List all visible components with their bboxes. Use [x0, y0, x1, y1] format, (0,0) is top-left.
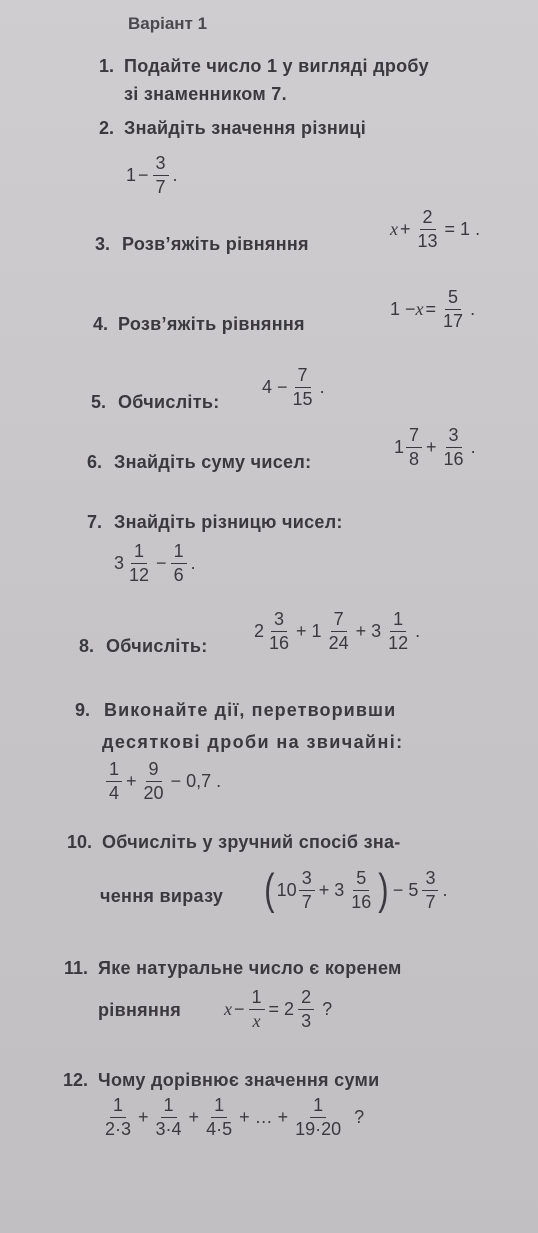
- problem-text: Подайте число 1 у вигляді дробу: [124, 56, 429, 76]
- numerator: 9: [146, 760, 162, 782]
- fraction: [249, 988, 265, 1031]
- fraction: [440, 288, 466, 331]
- fraction: [385, 610, 411, 653]
- close-paren: ): [378, 865, 389, 914]
- denominator: 24: [328, 632, 349, 653]
- math-operator: +: [126, 770, 137, 791]
- denominator: 20: [143, 782, 164, 803]
- math-expression: [262, 865, 449, 914]
- math-term: + 3: [355, 620, 382, 641]
- math-punct: ?: [322, 998, 333, 1019]
- math-expression: [254, 610, 422, 653]
- fraction: [266, 610, 292, 653]
- fraction: [126, 542, 152, 585]
- math-operator: −: [138, 164, 149, 185]
- denominator: 13: [417, 230, 438, 251]
- problem-number: 1.: [98, 56, 114, 76]
- math-punct: .: [470, 298, 476, 319]
- math-expression: [390, 288, 477, 331]
- math-term: − 5: [392, 879, 419, 900]
- problem-number: 9.: [74, 700, 90, 720]
- whole-part: 1: [394, 436, 405, 457]
- problem-number: 5.: [90, 392, 106, 412]
- denominator: 7: [425, 891, 436, 912]
- problem-text-cont: чення виразу: [100, 886, 224, 906]
- numerator: 7: [406, 426, 422, 448]
- denominator: 15: [292, 388, 313, 409]
- fraction: [153, 154, 169, 197]
- problem-text: Знайдіть суму чисел:: [114, 452, 312, 472]
- math-term: = 2: [268, 998, 295, 1019]
- math-term: + 1: [296, 620, 322, 641]
- numerator: 2: [420, 208, 436, 230]
- problem-number: 4.: [92, 314, 108, 334]
- fraction: [171, 542, 187, 585]
- problem-number: 6.: [86, 452, 102, 472]
- whole-part: 3: [114, 552, 125, 573]
- fraction: [292, 1096, 344, 1139]
- problem-text: Обчисліть у зручний спосіб зна-: [102, 832, 401, 852]
- numerator: 3: [422, 869, 438, 891]
- numerator: 1: [310, 1096, 326, 1118]
- math-operator: +: [138, 1106, 149, 1127]
- math-expression: [394, 426, 478, 469]
- problem-text: Обчисліть:: [106, 636, 208, 656]
- math-term: 1 −: [390, 298, 416, 319]
- numerator: 1: [106, 760, 122, 782]
- open-paren: (: [264, 865, 275, 914]
- fraction: [298, 988, 314, 1031]
- denominator: 3: [301, 1010, 312, 1031]
- math-operator: +: [426, 436, 437, 457]
- problem-number: 2.: [98, 118, 114, 138]
- denominator: 12: [388, 632, 409, 653]
- denominator: 4: [109, 782, 120, 803]
- fraction: [348, 869, 374, 912]
- variant-heading: Варіант 1: [128, 14, 208, 33]
- math-expression: [104, 760, 223, 803]
- problem-text: Чому дорівнює значення суми: [98, 1070, 380, 1090]
- math-operator: + … +: [239, 1106, 289, 1127]
- problem-number: 7.: [86, 512, 102, 532]
- problem-number: 3.: [94, 234, 110, 254]
- numerator: 3: [299, 869, 315, 891]
- fraction: [415, 208, 441, 251]
- denominator: 17: [443, 310, 464, 331]
- math-term: − 0,7 .: [170, 770, 222, 791]
- numerator: 1: [171, 542, 187, 564]
- fraction: [203, 1096, 235, 1139]
- numerator: 3: [153, 154, 169, 176]
- fraction: [326, 610, 352, 653]
- math-expression: [126, 154, 180, 197]
- numerator: 1: [161, 1096, 177, 1118]
- math-variable: x: [415, 298, 424, 319]
- problem-number: 8.: [78, 636, 94, 656]
- problem-text: Яке натуральне число є коренем: [98, 958, 402, 978]
- math-term: + 3: [318, 879, 345, 900]
- fraction: [141, 760, 167, 803]
- fraction: [102, 1096, 134, 1139]
- problem-text: Обчисліть:: [118, 392, 220, 412]
- problem-text: Розв’яжіть рівняння: [122, 234, 309, 254]
- math-operator: −: [156, 552, 167, 573]
- math-punct: .: [415, 620, 421, 641]
- math-expression: [100, 1096, 366, 1139]
- numerator: 1: [211, 1096, 227, 1118]
- math-punct: .: [470, 436, 476, 457]
- math-operator: +: [400, 218, 411, 239]
- fraction: [441, 426, 467, 469]
- math-punct: .: [190, 552, 196, 573]
- math-operator: −: [234, 998, 245, 1019]
- fraction: [290, 366, 316, 409]
- math-operator: +: [188, 1106, 200, 1127]
- denominator: 16: [351, 891, 372, 912]
- problem-text: Знайдіть значення різниці: [124, 118, 367, 138]
- numerator: 1: [390, 610, 406, 632]
- denominator: 2·3: [105, 1118, 132, 1139]
- denominator: 16: [443, 448, 464, 469]
- math-expression: [262, 366, 327, 409]
- numerator: 5: [353, 869, 369, 891]
- math-variable: x: [224, 998, 232, 1019]
- denominator: 6: [173, 564, 184, 585]
- math-expression: [390, 208, 482, 251]
- numerator: 3: [446, 426, 462, 448]
- numerator: 1: [131, 542, 147, 564]
- numerator: 3: [271, 610, 287, 632]
- fraction: [153, 1096, 185, 1139]
- numerator: 1: [249, 988, 265, 1010]
- problem-text: Знайдіть різницю чисел:: [114, 512, 343, 532]
- problem-number: 10.: [66, 832, 92, 852]
- numerator: 7: [295, 366, 311, 388]
- math-punct: .: [442, 879, 448, 900]
- numerator: 5: [445, 288, 461, 310]
- problem-number: 11.: [63, 958, 88, 978]
- denominator: 4·5: [206, 1118, 233, 1139]
- fraction: [406, 426, 422, 469]
- whole-part: 10: [276, 879, 297, 900]
- math-expression: [114, 542, 198, 585]
- denominator: 7: [301, 891, 312, 912]
- denominator: x: [252, 1010, 261, 1031]
- problem-text-cont: рівняння: [98, 1000, 182, 1020]
- problem-text: Виконайте дії, перетворивши: [104, 700, 397, 720]
- problem-text: Розв’яжіть рівняння: [118, 314, 305, 334]
- denominator: 3·4: [155, 1118, 182, 1139]
- problem-text-cont: десяткові дроби на звичайні:: [102, 732, 404, 752]
- denominator: 7: [155, 176, 166, 197]
- denominator: 19·20: [295, 1118, 342, 1139]
- math-punct: ?: [354, 1106, 365, 1127]
- numerator: 1: [110, 1096, 126, 1118]
- math-operator: =: [425, 298, 437, 319]
- fraction: [106, 760, 122, 803]
- math-expression: [224, 988, 334, 1031]
- denominator: 8: [409, 448, 420, 469]
- fraction: [422, 869, 438, 912]
- whole-part: 2: [254, 620, 265, 641]
- math-term: = 1 .: [444, 218, 481, 239]
- problem-number: 12.: [62, 1070, 88, 1090]
- math-punct: .: [319, 376, 325, 397]
- math-term: 1: [126, 164, 137, 185]
- denominator: 12: [129, 564, 150, 585]
- denominator: 16: [269, 632, 290, 653]
- math-term: 4 −: [262, 376, 288, 397]
- fraction: [299, 869, 315, 912]
- numerator: 7: [331, 610, 347, 632]
- numerator: 2: [298, 988, 314, 1010]
- math-punct: .: [172, 164, 178, 185]
- math-variable: x: [390, 218, 398, 239]
- problem-text-cont: зі знаменником 7.: [124, 84, 287, 104]
